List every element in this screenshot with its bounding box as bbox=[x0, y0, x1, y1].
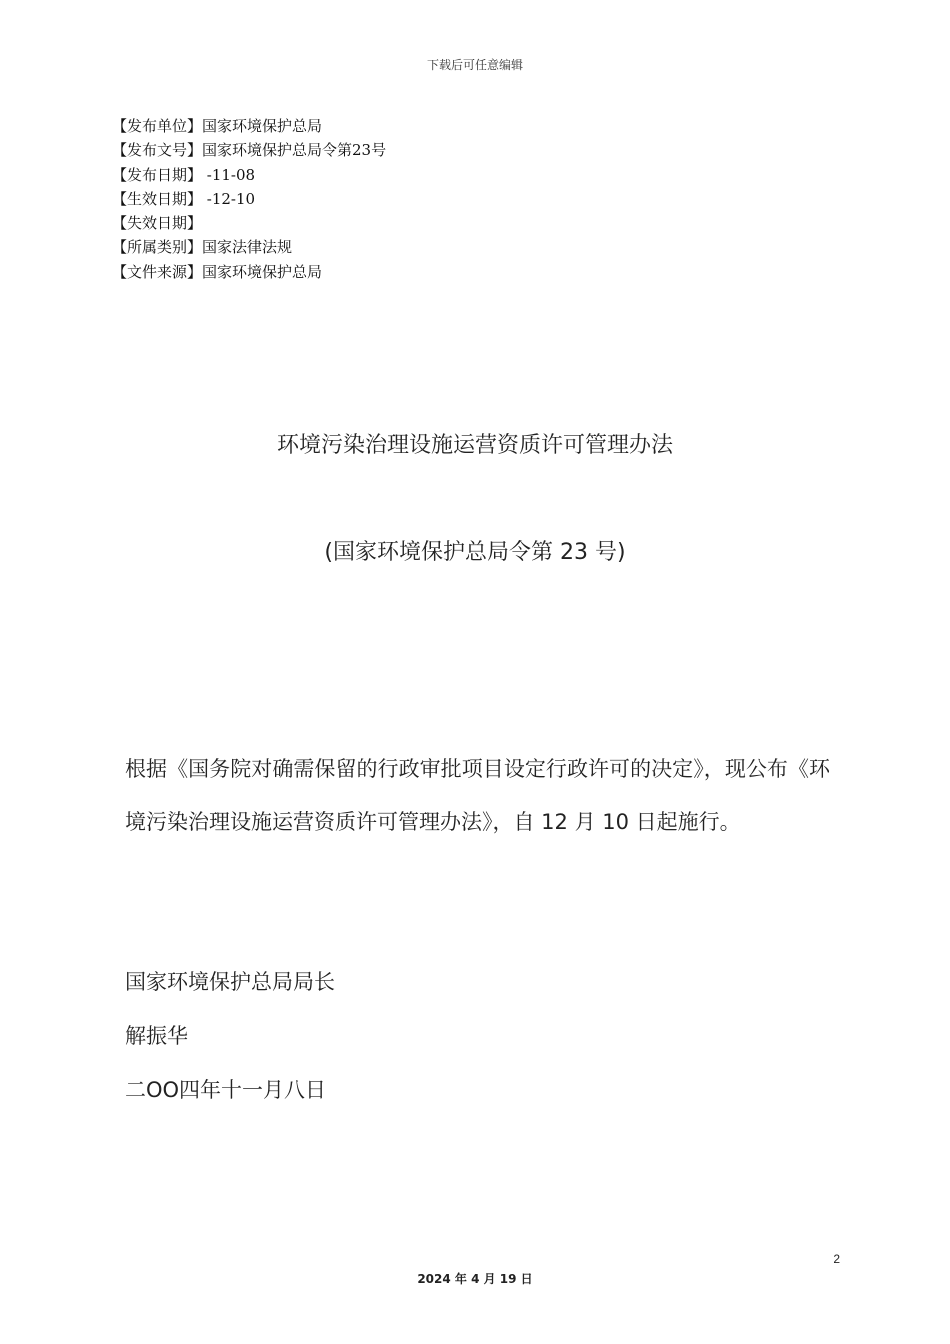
document-metadata bbox=[112, 114, 386, 284]
document-title: 环境污染治理设施运营资质许可管理办法 bbox=[276, 433, 673, 458]
meta-category: 【所属类别】国家法律法规 bbox=[112, 238, 293, 257]
signature-date: 二OO四年十一月八日 bbox=[125, 1078, 327, 1102]
signature-position: 国家环境保护总局局长 bbox=[125, 970, 335, 994]
meta-issuer: 【发布单位】国家环境保护总局 bbox=[112, 117, 323, 135]
meta-issue-date: 【发布日期】 -11-08 bbox=[112, 165, 256, 184]
footer-date: 2024 年 4 月 19 日 bbox=[417, 1272, 533, 1286]
signature-name: 解振华 bbox=[125, 1024, 188, 1048]
meta-document-number: 【发布文号】国家环境保护总局令第23号 bbox=[112, 141, 387, 160]
meta-expiry-date: 【失效日期】 bbox=[112, 214, 203, 233]
page-number: 2 bbox=[833, 1252, 840, 1266]
header-note: 下载后可任意编辑 bbox=[426, 58, 523, 72]
body-paragraph: 根据《国务院对确需保留的行政审批项目设定行政许可的决定》，现公布《环境污染治理设施运营资质许可管理办法》，自 12 月 10 日起施行。 bbox=[125, 757, 830, 834]
meta-source: 【文件来源】国家环境保护总局 bbox=[112, 262, 323, 281]
document-subtitle: (国家环境保护总局令第 23 号) bbox=[324, 540, 626, 565]
meta-effective-date: 【生效日期】 -12-10 bbox=[112, 189, 256, 208]
